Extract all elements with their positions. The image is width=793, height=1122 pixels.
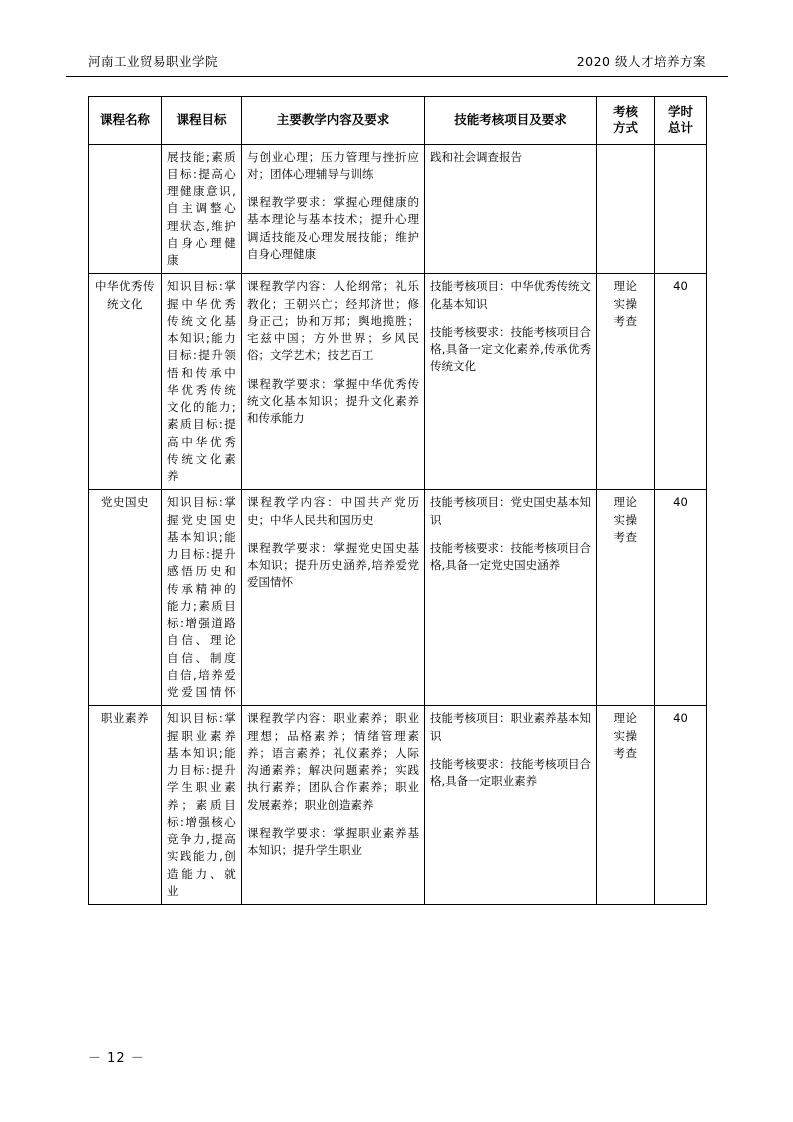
cell-skill-assessment: [425, 144, 597, 274]
cell-course-name: 党史国史: [89, 490, 162, 706]
skill-assessment-part-2: 技能考核要求：技能考核项目合格,具备一定党史国史涵养: [430, 540, 591, 572]
course-table-container: [88, 96, 706, 905]
table-row: [89, 144, 707, 274]
cell-course-goal: 知识目标:掌握党史国史基本知识;能力目标:提升感悟历史和传承精神的能力;素质目标:增强道路自信、理论自信、制度自信,培养爱党爱国情怀: [162, 490, 242, 706]
cell-total-hours: [655, 144, 707, 274]
teaching-content-part-1: 与创业心理；压力管理与挫折应对；团体心理辅导与训练: [247, 149, 419, 181]
assessment-method-text-3: 考查: [613, 529, 638, 544]
table-row: [89, 490, 707, 706]
teaching-content-part-2: 课程教学要求：掌握心理健康的基本理论与基本技术；提升心理调适技能及心理发展技能；维护自身心理健康: [247, 195, 419, 261]
teaching-content-part-2: 课程教学要求：掌握职业素养基本知识；提升学生职业: [247, 825, 419, 857]
cell-assessment-method: [597, 706, 655, 905]
teaching-content-part-1: 课程教学内容：职业素养；职业理想；品格素养；情绪管理素养；语言素养；礼仪素养；人际沟通素养；解决问题素养；实践执行素养；团队合作素养；职业发展素养；职业创造素养: [247, 711, 419, 812]
total-hours-line-1: 学时: [667, 104, 693, 119]
page-header: [88, 52, 706, 70]
cell-course-name: 中华优秀传统文化: [89, 274, 162, 490]
assessment-method-text-3: 考查: [613, 313, 638, 328]
cell-course-name: [89, 144, 162, 274]
cell-assessment-method: [597, 490, 655, 706]
cell-skill-assessment: [425, 274, 597, 490]
cell-total-hours: 40: [655, 490, 707, 706]
course-table: [88, 96, 707, 905]
teaching-content-part-1: 课程教学内容：人伦纲常；礼乐教化；王朝兴亡；经邦济世；修身正己；协和万邦；舆地揽胜；宅兹中国；方外世界；乡风民俗；文学艺术；技艺百工: [247, 279, 419, 363]
skill-assessment-part-1: 技能考核项目：职业素养基本知识: [430, 711, 591, 743]
cell-teaching-content: [242, 144, 425, 274]
assessment-method-text-2: 实操: [613, 512, 638, 527]
cell-course-name: 职业素养: [89, 706, 162, 905]
skill-assessment-part-1: 践和社会调查报告: [430, 149, 522, 164]
cell-teaching-content: [242, 706, 425, 905]
page-number: － 12 －: [88, 1051, 145, 1066]
assessment-method-line-2: 方式: [612, 120, 638, 136]
column-header-teaching-content: 主要教学内容及要求: [242, 97, 425, 145]
table-row: [89, 706, 707, 905]
header-divider: [66, 76, 728, 77]
cell-course-goal: 知识目标:掌握中华优秀传统文化基本知识;能力目标:提升领悟和传承中华优秀传统文化的能力;素质目标:提高中华优秀传统文化素养: [162, 274, 242, 490]
column-header-course-name: 课程名称: [89, 97, 162, 145]
skill-assessment-part-2: 技能考核要求：技能考核项目合格,具备一定文化素养,传承优秀传统文化: [430, 324, 591, 374]
assessment-method-line-1: 考核: [612, 104, 638, 119]
cell-teaching-content: [242, 490, 425, 706]
cell-total-hours: 40: [655, 706, 707, 905]
assessment-method-text-2: 实操: [613, 728, 638, 743]
column-header-skill-assessment: 技能考核项目及要求: [425, 97, 597, 145]
cell-course-goal: 知识目标:掌握职业素养基本知识;能力目标:提升学生职业素养；素质目标:增强核心竞争力,提高实践能力,创造能力、就业: [162, 706, 242, 905]
cell-skill-assessment: [425, 706, 597, 905]
header-institution: 河南工业贸易职业学院: [88, 54, 219, 69]
cell-assessment-method: [597, 274, 655, 490]
column-header-course-goal: 课程目标: [162, 97, 242, 145]
header-document-title: 2020 级人才培养方案: [576, 54, 706, 69]
teaching-content-part-1: 课程教学内容：中国共产党历史；中华人民共和国历史: [247, 495, 419, 527]
cell-total-hours: 40: [655, 274, 707, 490]
column-header-assessment-method: [597, 97, 655, 145]
table-row: [89, 274, 707, 490]
assessment-method-text-1: 理论: [613, 495, 638, 510]
column-header-total-hours: [655, 97, 707, 145]
table-header-row: [89, 97, 707, 145]
cell-teaching-content: [242, 274, 425, 490]
assessment-method-text-2: 实操: [613, 296, 638, 311]
skill-assessment-part-1: 技能考核项目：中华优秀传统文化基本知识: [430, 279, 591, 311]
teaching-content-part-2: 课程教学要求：掌握党史国史基本知识；提升历史涵养,培养爱党爱国情怀: [247, 540, 419, 590]
assessment-method-text-3: 考查: [613, 745, 638, 760]
assessment-method-text-1: 理论: [613, 279, 638, 294]
skill-assessment-part-2: 技能考核要求：技能考核项目合格,具备一定职业素养: [430, 756, 591, 788]
skill-assessment-part-1: 技能考核项目：党史国史基本知识: [430, 495, 591, 527]
total-hours-line-2: 总计: [667, 120, 693, 136]
cell-assessment-method: [597, 144, 655, 274]
cell-course-goal: 展技能;素质目标:提高心理健康意识,自主调整心理状态,维护自身心理健康: [162, 144, 242, 274]
teaching-content-part-2: 课程教学要求：掌握中华优秀传统文化基本知识；提升文化素养和传承能力: [247, 376, 419, 425]
assessment-method-text-1: 理论: [613, 711, 638, 726]
cell-skill-assessment: [425, 490, 597, 706]
